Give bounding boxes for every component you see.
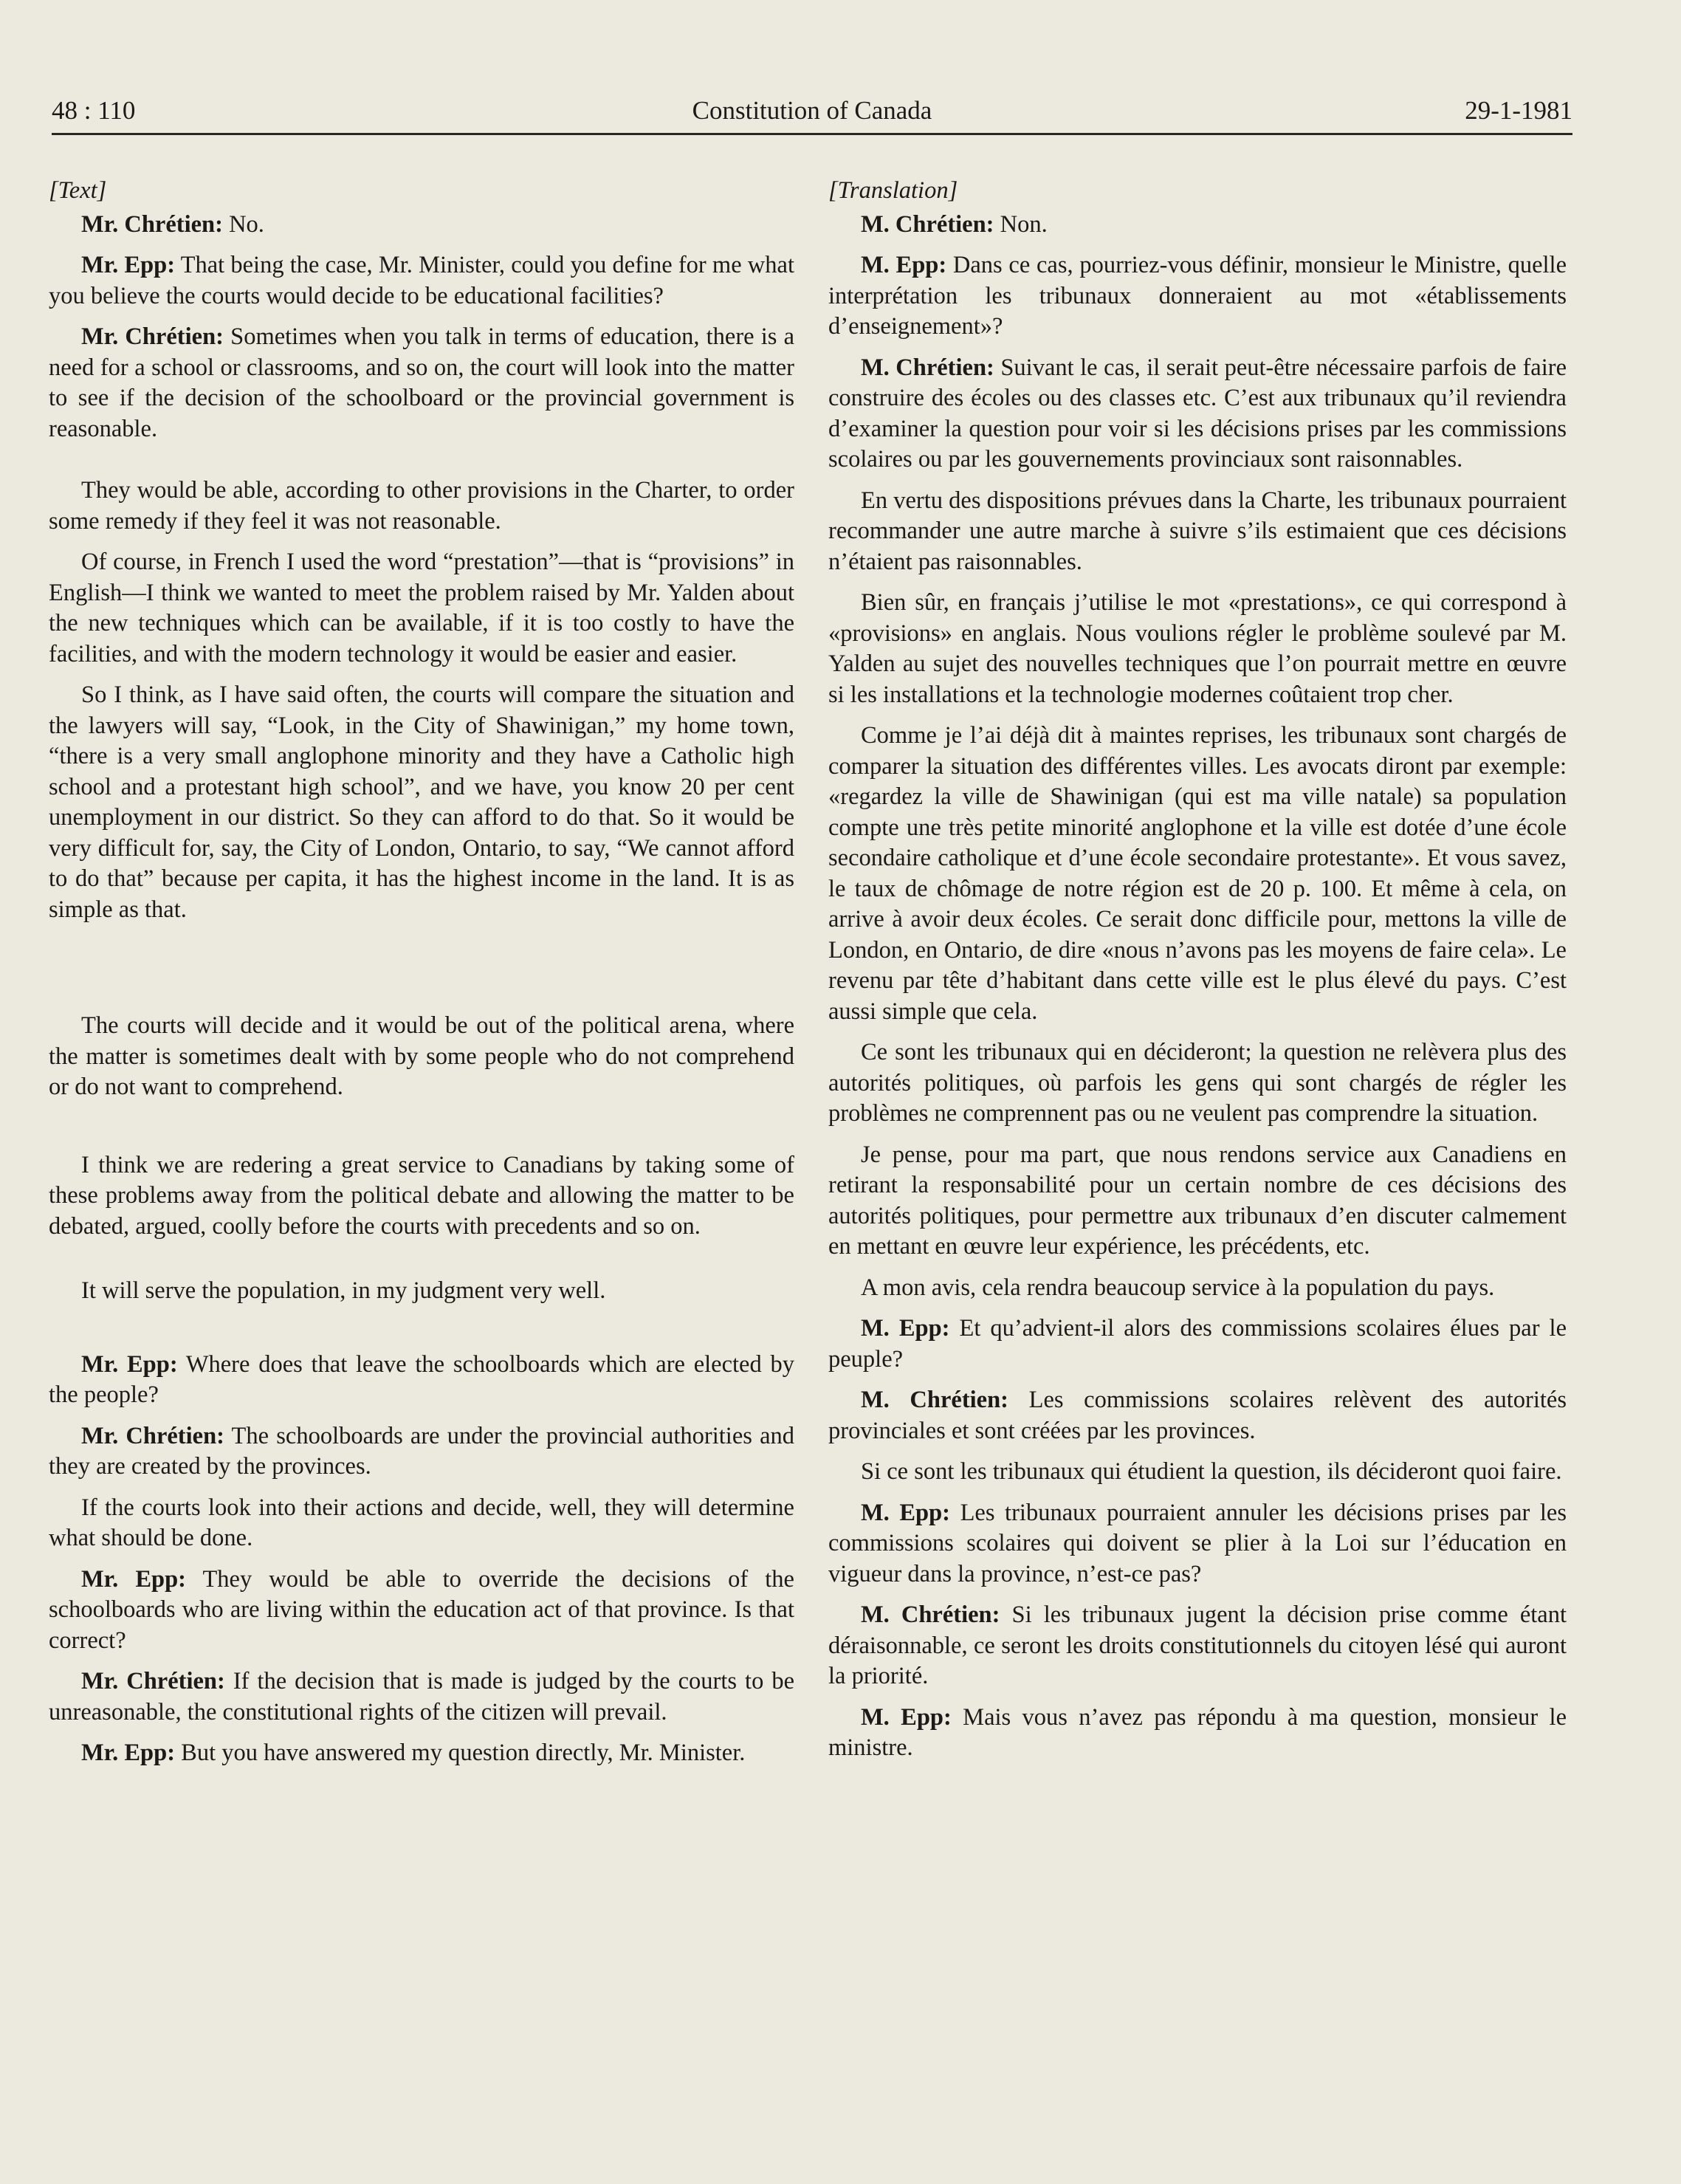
paragraph: If the courts look into their actions and decide, well, they will determine what should be done. (49, 1494, 794, 1551)
english-column (49, 176, 794, 1769)
paragraph: M. Epp: Mais vous n’avez pas répondu à ma question, monsieur le ministre. (828, 1703, 1567, 1761)
translation-label: [Translation] (828, 177, 958, 204)
paragraph: Ce sont les tribunaux qui en décideront; la question ne relèvera plus des autorités politiques, où parfois les gens qui sont chargés de régler les problèmes ne comprennent pas ou ne veulent pas comprendre la situation. (828, 1039, 1567, 1127)
page-header (52, 95, 1572, 131)
running-title: Constitution of Canada (692, 96, 932, 125)
paragraph: Mr. Chrétien: The schoolboards are under the provincial authorities and they are created by the provinces. (49, 1422, 794, 1480)
paragraph: Mr. Chrétien: If the decision that is made is judged by the courts to be unreasonable, the constitutional rights of the citizen will prevail. (49, 1668, 795, 1725)
paragraph: The courts will decide and it would be out of the political arena, where the matter is sometimes dealt with by some people who do not comprehend or do not want to comprehend. (49, 1012, 794, 1100)
paragraph: M. Epp: Et qu’advient-il alors des commissions scolaires élues par le peuple? (828, 1315, 1567, 1373)
header-rule (52, 133, 1572, 135)
paragraph: M. Chrétien: Si les tribunaux jugent la décision prise comme étant déraisonnable, ce seront les droits constitutionnels du citoyen lésé qui auront la priorité. (828, 1601, 1567, 1689)
paragraph: Si ce sont les tribunaux qui étudient la question, ils décideront quoi faire. (861, 1458, 1562, 1485)
paragraph: M. Epp: Dans ce cas, pourriez-vous définir, monsieur le Ministre, quelle interprétation les tribunaux donneraient au mot «établissements d’enseignement»? (828, 252, 1567, 340)
paragraph: Mr. Epp: They would be able to override the decisions of the schoolboards who are living within the education act of that province. Is that correct? (49, 1565, 794, 1654)
text-label: [Text] (49, 177, 107, 204)
paragraph: So I think, as I have said often, the courts will compare the situation and the lawyers will say, “Look, in the City of Shawinigan,” my home town, “there is a very small anglophone minority and they have a Catholic high school and a protestant high school”, and we have, you know 20 per cent unemployment in our district. So they can afford to do that. So it would be very difficult for, say, the City of London, Ontario, to say, “We cannot afford to do that” because per capita, it has the highest income in the land. It is as simple as that. (49, 681, 794, 923)
page-number: 48 : 110 (52, 96, 136, 125)
french-column (828, 176, 1567, 1764)
paragraph: M. Epp: Les tribunaux pourraient annuler les décisions prises par les commissions scolaires qui doivent se plier à la Loi sur l’éducation en vigueur dans la province, n’est-ce pas? (828, 1499, 1567, 1587)
paragraph: M. Chrétien: Suivant le cas, il serait peut-être nécessaire parfois de faire construire des écoles ou des classes etc. C’est aux tribunaux qu’il reviendra d’examiner la question pour voir si les décisions prises par les commissions scolaires ou par les gouvernements provinciaux sont raisonnables. (828, 354, 1567, 473)
paragraph: M. Chrétien: Non. (861, 210, 1048, 238)
paragraph: Bien sûr, en français j’utilise le mot «prestations», ce qui correspond à «provisions» en anglais. Nous voulions régler le problème soulevé par M. Yalden au sujet des nouvelles techniques que l’on pourrait mettre en œuvre si les installations et la technologie modernes coûtaient trop cher. (828, 589, 1567, 708)
paragraph: M. Chrétien: Les commissions scolaires relèvent des autorités provinciales et sont créées par les provinces. (828, 1387, 1567, 1444)
paragraph: A mon avis, cela rendra beaucoup service à la population du pays. (861, 1274, 1495, 1301)
paragraph: Of course, in French I used the word “prestation”—that is “provisions” in English—I think we wanted to meet the problem raised by Mr. Yalden about the new techniques which can be available, if it is too costly to have the facilities, and with the modern technology it would be easier and easier. (49, 549, 794, 667)
paragraph: Mr. Chrétien: No. (81, 210, 264, 238)
paragraph: Mr. Epp: But you have answered my question directly, Mr. Minister. (81, 1740, 746, 1766)
paragraph: Mr. Epp: Where does that leave the schoolboards which are elected by the people? (49, 1350, 794, 1408)
paragraph: They would be able, according to other provisions in the Charter, to order some remedy if they feel it was not reasonable. (49, 477, 794, 535)
paragraph: Comme je l’ai déjà dit à maintes reprises, les tribunaux sont chargés de comparer la situation des différentes villes. Les avocats diront par exemple: «regardez la ville de Shawinigan (qui est ma ville natale) sa population compte une très petite minorité anglophone et la ville est dotée d’une école secondaire catholique et d’une école secondaire protestante». Et vous savez, le taux de chômage de notre région est de 20 p. 100. Et même à cela, on arrive à avoir deux écoles. Ce serait donc difficile pour, mettons la ville de London, en Ontario, de dire «nous n’avons pas les moyens de faire cela». Le revenu par tête d’habitant dans cette ville est le plus élevé du pays. C’est aussi simple que cela. (828, 722, 1567, 1025)
paragraph: Je pense, pour ma part, que nous rendons service aux Canadiens en retirant la responsabilité pour un certain nombre de ces décisions des autorités politiques, pour permettre aux tribunaux d’en discuter calmement en mettant en œuvre leur expérience, les précédents, etc. (828, 1141, 1567, 1260)
paragraph: Mr. Epp: That being the case, Mr. Minister, could you define for me what you believe the courts would decide to be educational facilities? (49, 252, 794, 309)
paragraph: Mr. Chrétien: Sometimes when you talk in terms of education, there is a need for a school or classrooms, and so on, the court will look into the matter to see if the decision of the schoolboard or the provincial government is reasonable. (49, 323, 794, 442)
paragraph: It will serve the population, in my judgment very well. (81, 1277, 606, 1304)
header-date: 29-1-1981 (1465, 96, 1572, 125)
paragraph: En vertu des dispositions prévues dans la Charte, les tribunaux pourraient recommander une autre marche à suivre s’ils estimaient que ces décisions n’étaient pas raisonnables. (828, 487, 1567, 575)
paragraph: I think we are redering a great service to Canadians by taking some of these problems away from the political debate and allowing the matter to be debated, argued, coolly before the courts with precedents and so on. (49, 1151, 794, 1240)
